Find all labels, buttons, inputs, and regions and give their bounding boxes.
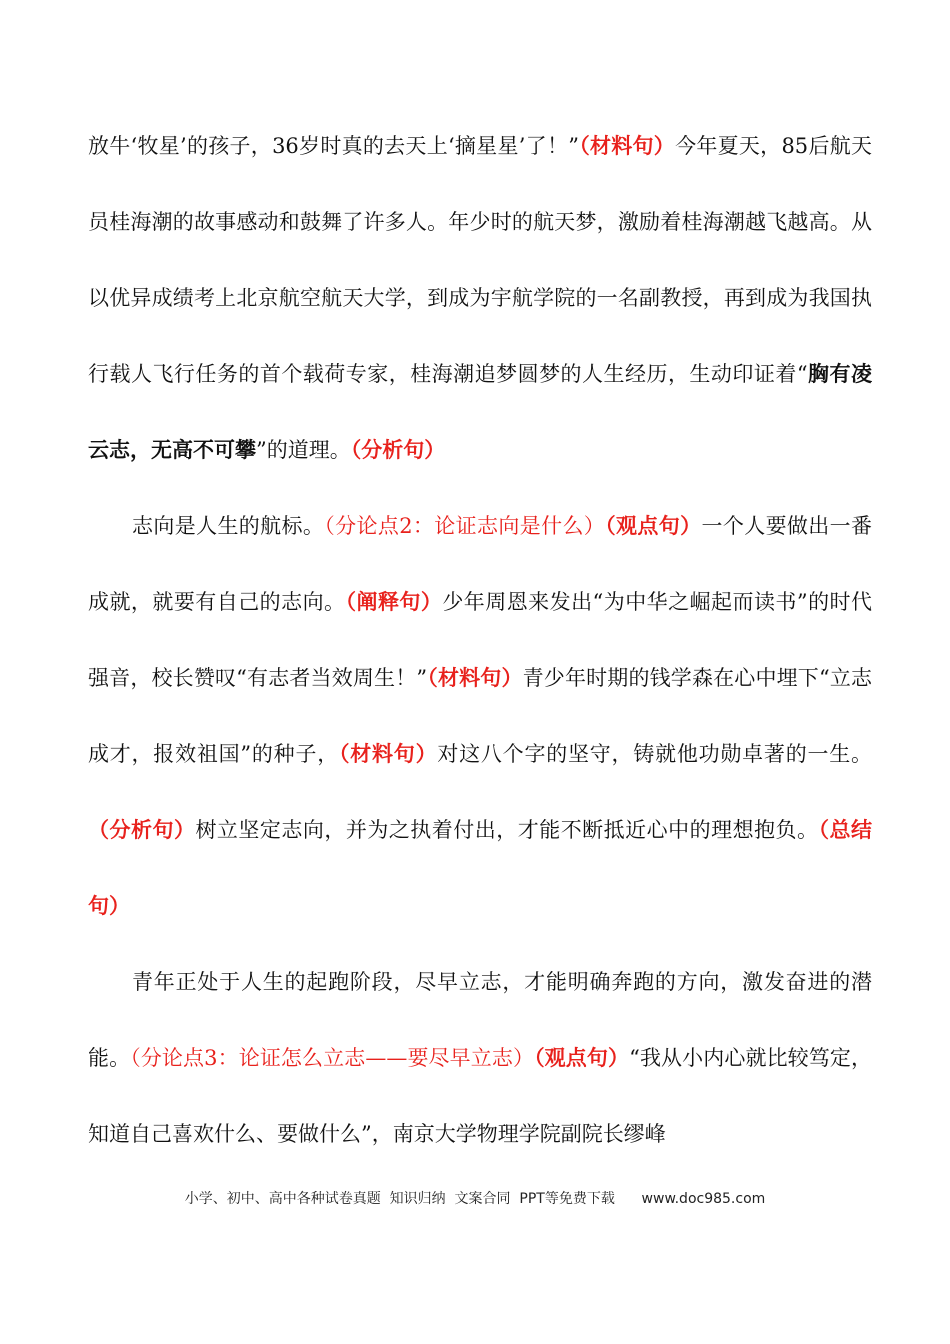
annotation-tag: （材料句） <box>339 742 438 766</box>
annotation-tag: （材料句） <box>578 134 676 158</box>
body-text: 青少年时期的钱学森在心中埋下“立志成才，报效祖国”的种子， <box>88 666 873 766</box>
body-text: 少年周恩来发出“为中华之崛起而读书”的时代强音，校长赞叹“有志者当效周生！” <box>88 590 873 690</box>
annotation-tag: （阐释句） <box>345 590 443 614</box>
annotation-tag: （材料句） <box>427 666 523 690</box>
paragraph-2 <box>88 488 872 944</box>
body-text: ”的道理。 <box>256 438 351 462</box>
body-text: 青年正处于人生的起跑阶段，尽早立志，才能明确奔跑的方向，激发奋进的潜能。 <box>88 970 872 1070</box>
body-text: 对这八个字的坚守，铸就他功勋卓著的一生。 <box>437 742 873 766</box>
essay-body <box>88 108 872 1172</box>
annotation-tag: （观点句） <box>605 514 702 538</box>
body-text: “我从小内心就比较笃定，知道自己喜欢什么、要做什么”，南京大学物理学院副院长缪峰 <box>88 1046 873 1146</box>
body-text: 志向是人生的航标。 <box>132 514 325 538</box>
annotation-tag: （分析句） <box>350 438 446 462</box>
annotation-tag: （观点句） <box>534 1046 630 1070</box>
body-text: 今年夏天，85后航天员桂海潮的故事感动和鼓舞了许多人。年少时的航天梦，激励着桂海潮越飞越高。从以优异成绩考上北京航空航天大学，到成为宇航学院的一名副教授，再到成为我国执行载人飞行任务的首个载荷专家，桂海潮追梦圆梦的人生经历，生动印证着“ <box>88 134 872 386</box>
body-text: 树立坚定志向，并为之执着付出，才能不断抵近心中的理想抱负。 <box>195 818 819 842</box>
page-footer: 小学、初中、高中各种试卷真题 知识归纳 文案合同 PPT等免费下载 www.doc985.com <box>184 1191 766 1207</box>
paragraph-3 <box>88 944 872 1172</box>
sub-argument-note: （分论点2：论证志向是什么） <box>324 514 606 538</box>
body-text: 放牛‘牧星’的孩子，36岁时真的去天上‘摘星星’了！” <box>88 134 579 158</box>
annotation-tag: （分析句） <box>88 818 196 842</box>
body-text: 一个人要做出一番成就，就要有自己的志向。 <box>88 514 873 614</box>
paragraph-1 <box>88 108 872 488</box>
emphasized-quote: 胸有凌云志，无高不可攀 <box>88 362 873 462</box>
annotation-tag: （总结句） <box>88 818 873 918</box>
sub-argument-note: （分论点3：论证怎么立志——要尽早立志） <box>130 1046 535 1070</box>
